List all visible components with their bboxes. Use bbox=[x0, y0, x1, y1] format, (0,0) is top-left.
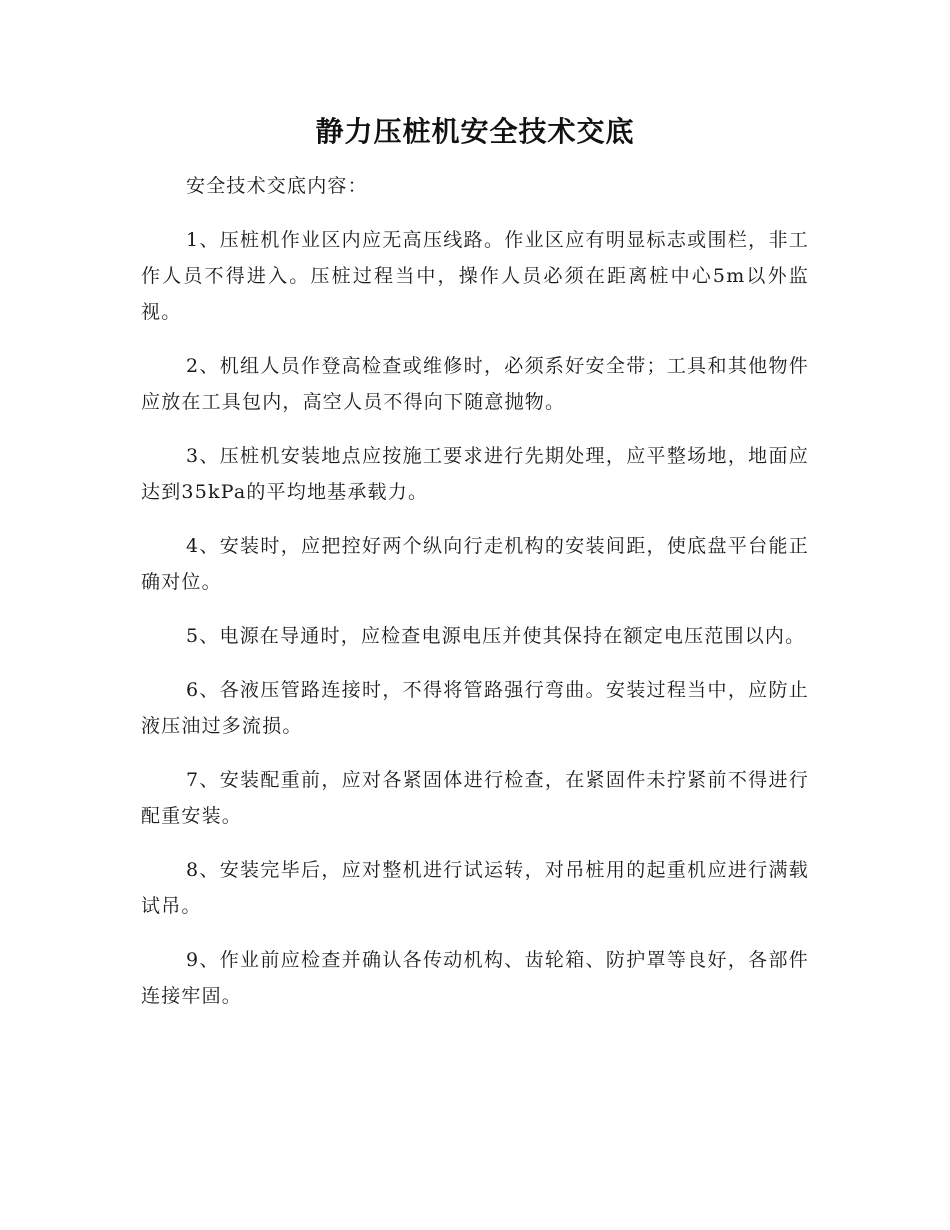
paragraph-3: 3、压桩机安装地点应按施工要求进行先期处理，应平整场地，地面应达到35kPa的平均地基承载力。 bbox=[141, 445, 809, 503]
paragraph-1: 1、压桩机作业区内应无高压线路。作业区应有明显标志或围栏，非工作人员不得进入。压桩过程当中，操作人员必须在距离桩中心5m以外监视。 bbox=[141, 229, 809, 323]
paragraph-7: 7、安装配重前，应对各紧固体进行检查，在紧固件未拧紧前不得进行配重安装。 bbox=[141, 769, 809, 827]
document-body bbox=[141, 168, 809, 1032]
document-title: 静力压桩机安全技术交底 bbox=[315, 115, 635, 148]
paragraph-4: 4、安装时，应把控好两个纵向行走机构的安装间距，使底盘平台能正确对位。 bbox=[141, 535, 809, 593]
paragraph-5: 5、电源在导通时，应检查电源电压并使其保持在额定电压范围以内。 bbox=[186, 625, 806, 647]
paragraph-8: 8、安装完毕后，应对整机进行试运转，对吊桩用的起重机应进行满载试吊。 bbox=[141, 859, 809, 917]
intro-line: 安全技术交底内容： bbox=[186, 175, 368, 197]
paragraph-9: 9、作业前应检查并确认各传动机构、齿轮箱、防护罩等良好，各部件连接牢固。 bbox=[141, 949, 809, 1007]
paragraph-6: 6、各液压管路连接时，不得将管路强行弯曲。安装过程当中，应防止液压油过多流损。 bbox=[141, 679, 809, 737]
paragraph-2: 2、机组人员作登高检查或维修时，必须系好安全带；工具和其他物件应放在工具包内，高空人员不得向下随意抛物。 bbox=[141, 355, 809, 413]
